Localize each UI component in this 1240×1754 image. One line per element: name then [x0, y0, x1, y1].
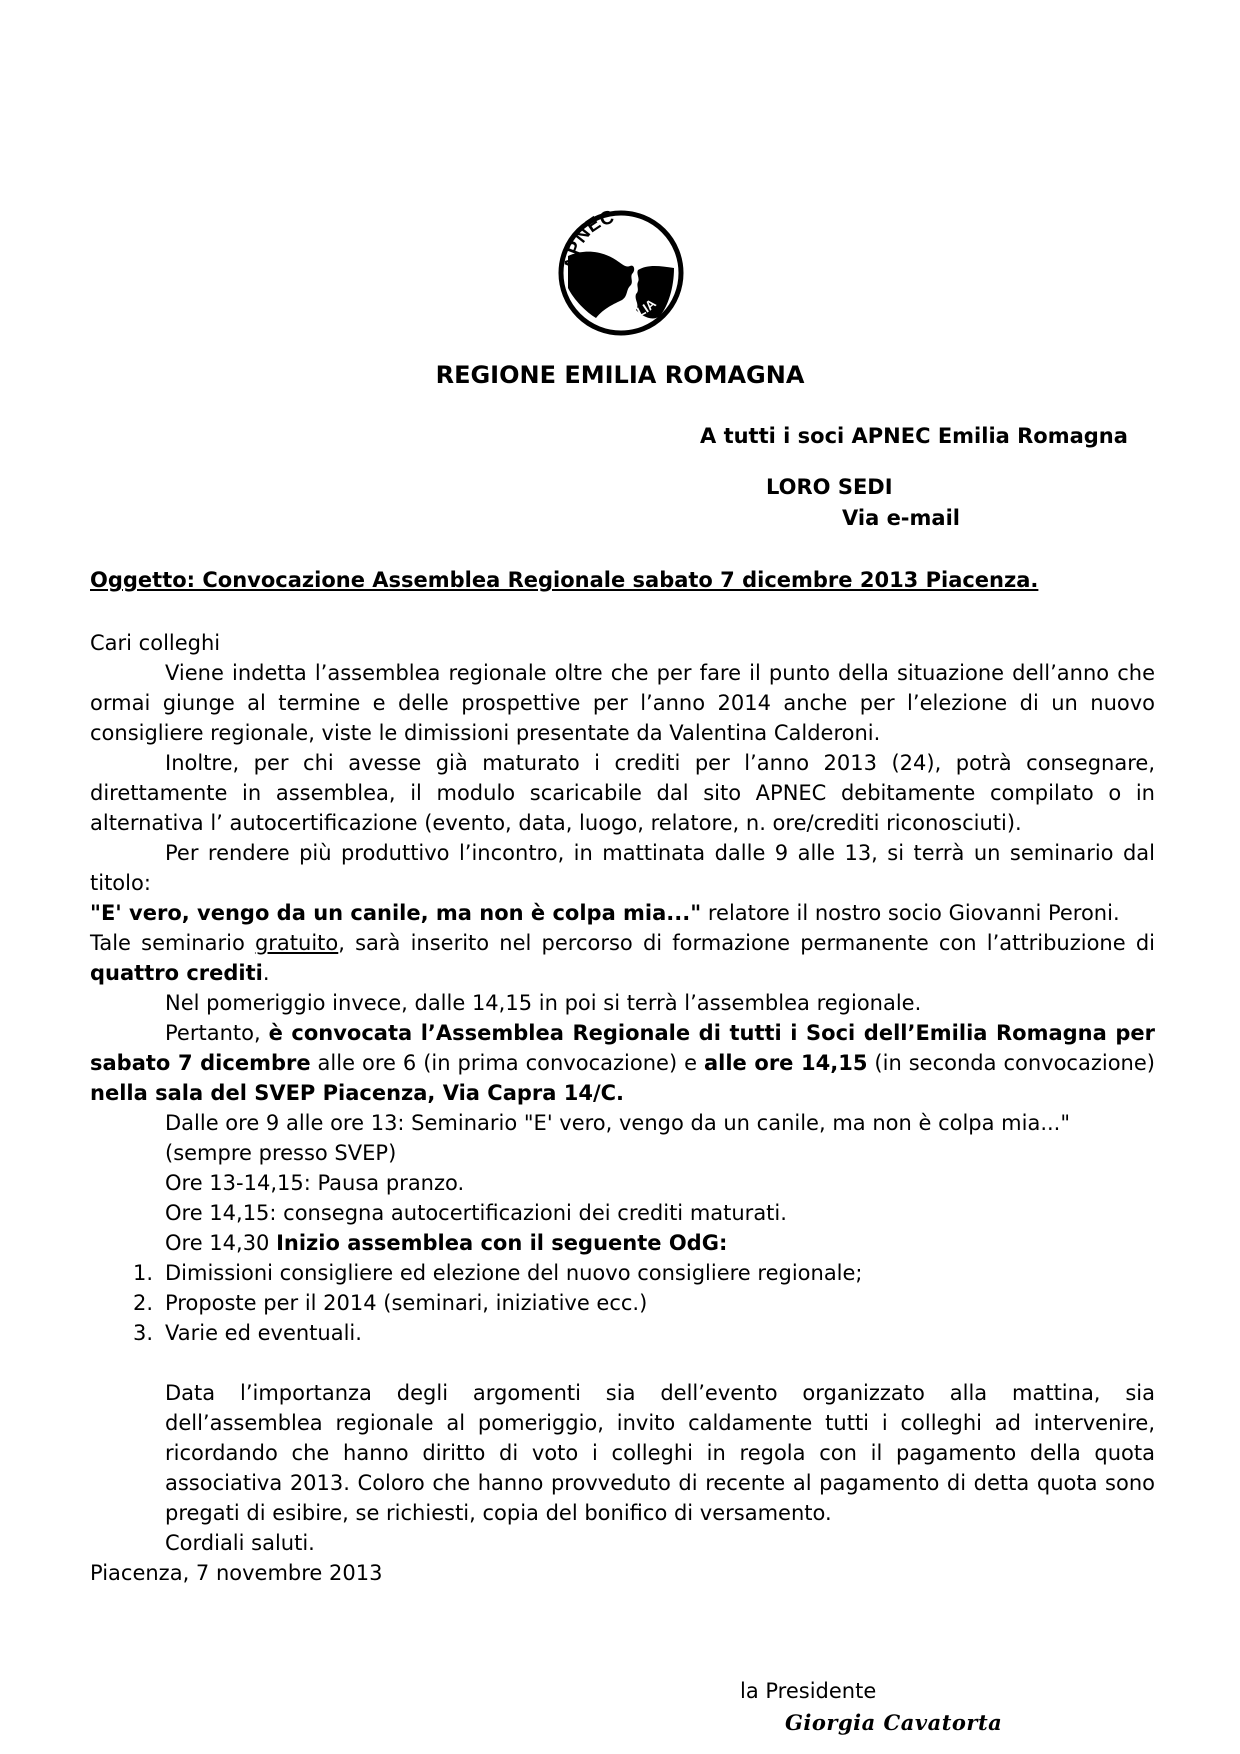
- second-call-time: alle ore 14,15: [703, 1051, 868, 1075]
- logo-text-italia: ITALIA: [619, 295, 659, 324]
- recipients-line: A tutti i soci APNEC Emilia Romagna: [700, 424, 1128, 448]
- paragraph-6-c: alle ore 6 (in prima convocazione) e: [310, 1051, 704, 1075]
- schedule-item-1: Dalle ore 9 alle ore 13: Seminario "E' vero, vengo da un canile, ma non è colpa mia..." (sempre presso SVEP): [165, 1111, 1071, 1165]
- paragraph-4-b: , sarà inserito nel percorso di formazione permanente con l’attribuzione di: [338, 931, 1155, 955]
- place-date: Piacenza, 7 novembre 2013: [90, 1561, 383, 1585]
- paragraph-4: [90, 928, 1155, 988]
- agenda-number: 2.: [132, 1291, 153, 1315]
- signature: Giorgia Cavatorta: [785, 1710, 1003, 1735]
- paragraph-2: Inoltre, per chi avesse già maturato i crediti per l’anno 2013 (24), potrà consegnare, direttamente in assemblea, il modulo scaricabile dal sito APNEC debitamente compilato o in alternativa l’ autocertificazione (evento, data, luogo, relatore, n. ore/crediti riconosciuti).: [90, 751, 1155, 835]
- apnec-logo: [556, 208, 686, 338]
- agenda-number: 1.: [132, 1261, 153, 1285]
- convocation-text: è convocata l’Assemblea Regionale di tutti i Soci dell’Emilia Romagna per sabato 7 dicembre: [90, 1021, 1155, 1075]
- quattro-crediti-text: quattro crediti: [90, 961, 263, 985]
- schedule-item-4-text: Inizio assemblea con il seguente OdG:: [276, 1231, 728, 1255]
- paragraph-1: Viene indetta l’assemblea regionale oltre che per fare il punto della situazione dell’anno che ormai giunge al termine e delle prospettive per l’anno 2014 anche per l’elezione di un nuovo consigliere regionale, viste le dimissioni presentate da Valentina Calderoni.: [90, 661, 1155, 745]
- via-email-line: Via e-mail: [842, 506, 960, 530]
- subject-line: Oggetto: Convocazione Assemblea Regionale sabato 7 dicembre 2013 Piacenza.: [90, 568, 1039, 592]
- schedule-item-4: [90, 1228, 1155, 1258]
- president-label: la Presidente: [740, 1679, 877, 1703]
- schedule-item-2: Ore 13-14,15: Pausa pranzo.: [165, 1171, 465, 1195]
- region-heading: REGIONE EMILIA ROMAGNA: [435, 361, 805, 389]
- paragraph-6: [90, 1018, 1155, 1108]
- logo-text-apnec: APNEC: [561, 208, 617, 271]
- paragraph-3: [90, 838, 1155, 928]
- letter-body: [90, 628, 1155, 1588]
- agenda-text: Varie ed eventuali.: [165, 1321, 362, 1345]
- agenda-text: Dimissioni consigliere ed elezione del nuovo consigliere regionale;: [165, 1261, 863, 1285]
- regards: Cordiali saluti.: [165, 1531, 315, 1555]
- agenda-text: Proposte per il 2014 (seminari, iniziative ecc.): [165, 1291, 648, 1315]
- paragraph-4-c: .: [262, 961, 270, 985]
- paragraph-3-text: Per rendere più produttivo l’incontro, in mattinata dalle 9 alle 13, si terrà un seminario dal titolo:: [90, 841, 1155, 895]
- agenda-item: [90, 1258, 1155, 1288]
- paragraph-6-e: (in seconda convocazione): [867, 1051, 1155, 1075]
- agenda-list: [90, 1258, 1155, 1348]
- paragraph-3-after: relatore il nostro socio Giovanni Peroni.: [701, 901, 1120, 925]
- paragraph-4-a: Tale seminario: [90, 931, 255, 955]
- paragraph-7: Data l’importanza degli argomenti sia dell’evento organizzato alla mattina, sia dell’assemblea regionale al pomeriggio, invito caldamente tutti i colleghi ad intervenire, ricordando che hanno diritto di voto i colleghi in regola con il pagamento della quota associativa 2013. Coloro che hanno provveduto di recente al pagamento di detta quota sono pregati di esibire, se richiesti, copia del bonifico di versamento.: [165, 1381, 1155, 1525]
- paragraph-5: Nel pomeriggio invece, dalle 14,15 in poi si terrà l’assemblea regionale.: [165, 991, 922, 1015]
- seminar-title: "E' vero, vengo da un canile, ma non è colpa mia...": [90, 901, 702, 925]
- greeting: Cari colleghi: [90, 631, 221, 655]
- paragraph-6-a: Pertanto,: [165, 1021, 269, 1045]
- schedule-item-4-time: Ore 14,30: [165, 1231, 277, 1255]
- agenda-number: 3.: [132, 1321, 153, 1345]
- loro-sedi-line: LORO SEDI: [766, 475, 893, 499]
- agenda-item: [90, 1288, 1155, 1318]
- gratuito-text: gratuito: [254, 931, 339, 955]
- schedule-item-3: Ore 14,15: consegna autocertificazioni dei crediti maturati.: [165, 1201, 787, 1225]
- agenda-item: [90, 1318, 1155, 1348]
- venue-text: nella sala del SVEP Piacenza, Via Capra 14/C.: [90, 1081, 625, 1105]
